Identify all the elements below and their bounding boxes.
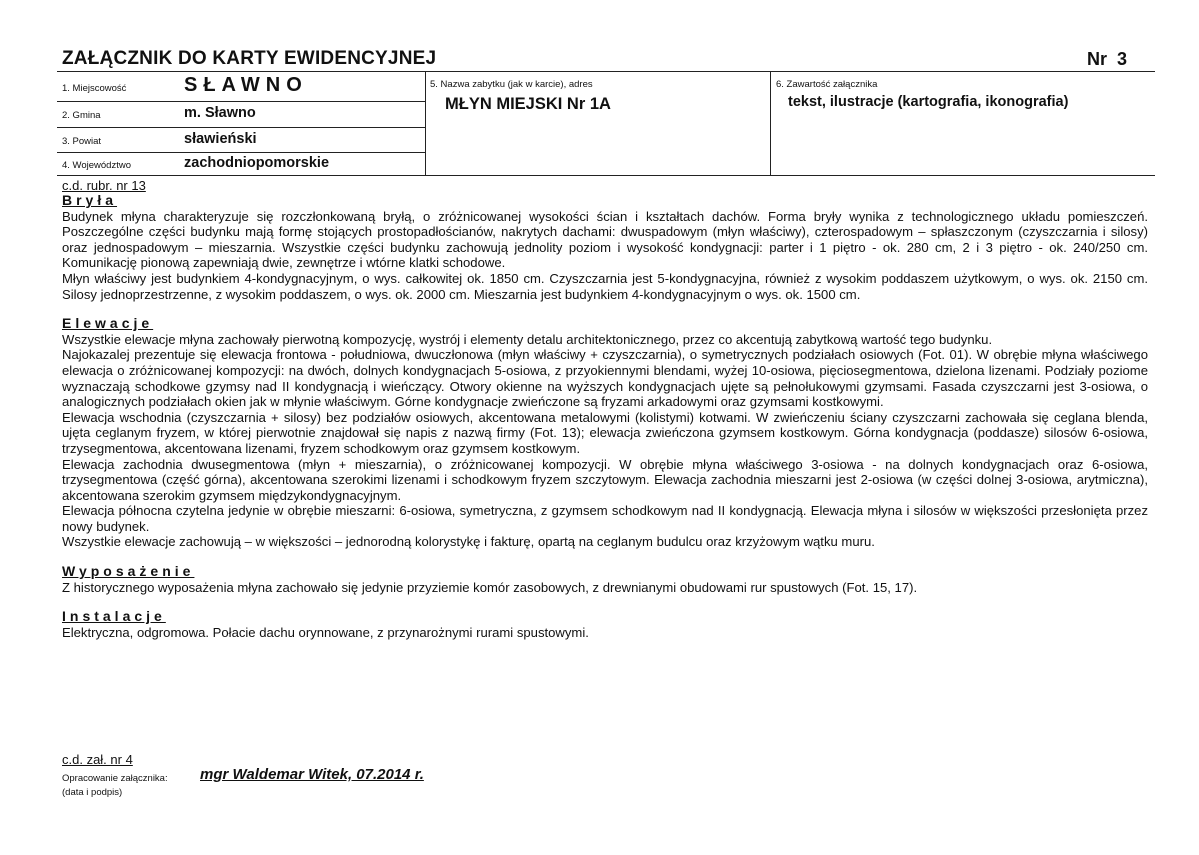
row-divider-1 bbox=[57, 101, 425, 102]
attachment-number: Nr 3 bbox=[1086, 49, 1127, 69]
wojewodztwo-label: 4. Województwo bbox=[62, 160, 131, 171]
row-divider-3 bbox=[57, 152, 425, 153]
header-top-line bbox=[57, 71, 1155, 72]
row-divider-2 bbox=[57, 127, 425, 128]
signature: mgr Waldemar Witek, 07.2014 r. bbox=[200, 766, 424, 783]
wojewodztwo-value: zachodniopomorskie bbox=[184, 155, 330, 171]
miejscowosc-value: SŁAWNO bbox=[184, 74, 308, 96]
section-spacer bbox=[62, 550, 1148, 564]
column-divider-2 bbox=[770, 71, 771, 175]
continuation-rubric: c.d. rubr. nr 13 bbox=[62, 178, 146, 193]
powiat-label: 3. Powiat bbox=[62, 136, 102, 147]
prepared-by-block bbox=[62, 772, 168, 800]
elewacje-paragraph: Elewacja wschodnia (czyszczarnia + silosy) bez podziałów osiowych, akcentowana metalowymi (kolistymi) kotwami. W zwieńczeniu ściany czyszczarni zachowała się ceglana blenda, ujęta ceglanym fryzem, w której pierwotnie znajdował się napis z nazwą firmy (Fot. 13); elewacja zwieńczona gzymsem kostkowym. Górna kondygnacja (poddasze) silosów 6-osiowa, trzysegmentowa, akcentowana lizenami, fryzem schodkowym oraz gzymsem kostkowym. bbox=[62, 409, 1148, 456]
column-divider-1 bbox=[425, 71, 426, 175]
section-heading-elewacje: Elewacje bbox=[62, 315, 154, 332]
section-spacer bbox=[62, 302, 1148, 316]
header-bottom-line bbox=[57, 175, 1155, 176]
section-spacer bbox=[62, 595, 1148, 609]
gmina-value: m. Sławno bbox=[184, 105, 256, 121]
main-content bbox=[62, 193, 1148, 640]
powiat-value: sławieński bbox=[184, 131, 257, 147]
elewacje-paragraph: Wszystkie elewacje zachowują – w większości – jednorodną kolorystykę i fakturę, opartą na ceglanym budulcu oraz krzyżowym wątku muru. bbox=[62, 534, 875, 550]
section-heading-wyposazenie: Wyposażenie bbox=[62, 563, 195, 580]
zawartosc-value: tekst, ilustracje (kartografia, ikonografia) bbox=[788, 94, 1069, 110]
instalacje-paragraph: Elektryczna, odgromowa. Połacie dachu orynnowane, z przynarożnymi rurami spustowymi. bbox=[62, 624, 589, 640]
elewacje-paragraph: Wszystkie elewacje młyna zachowały pierwotną kompozycję, wystrój i elementy detalu architektonicznego, przez co akcentują zabytkową wartość tego budynku. bbox=[62, 331, 993, 347]
section-heading-instalacje: Instalacje bbox=[62, 608, 166, 625]
bryla-paragraph: Budynek młyna charakteryzuje się rozczłonkowaną bryłą, o zróżnicowanej wysokości ścian i kształtach dachów. Forma bryły wynika z technologicznego układu pomieszczeń. Poszczególne części budynku mają formę stojących prostopadłościanów, nakrytych dachami: dwuspadowym (młyn właściwy), czterospadowym – spłaszczonym (czyszczarnia i silosy) oraz jednospadowym – mieszarnia. Wszystkie części budynku zachowują jednolity poziom i wysokość kondygnacji: parter i 1 piętro - ok. 280 cm, 2 i 3 piętro - ok. 240/250 cm. Komunikację pionową zapewniają dwie, zewnętrze i wtórne klatki schodowe. bbox=[62, 208, 1148, 271]
document-title: ZAŁĄCZNIK DO KARTY EWIDENCYJNEJ bbox=[62, 48, 437, 69]
elewacje-paragraph: Elewacja zachodnia dwusegmentowa (młyn + mieszarnia), o zróżnicowanej kompozycji. W obrębie młyna właściwego 3-osiowa - na dolnych kondygnacjach oraz 6-osiowa, trzysegmentowa (część górna), akcentowana szerokimi lizenami i schodkowym fryzem szczytowym. Elewacja zachodnia mieszarni jest 2-osiowa (w części dolnej 3-osiowa, arytmiczna), akcentowana szerokim gzymsem międzykondygnacyjnym. bbox=[62, 456, 1148, 503]
zawartosc-label: 6. Zawartość załącznika bbox=[776, 79, 878, 90]
elewacje-paragraph: Elewacja północna czytelna jedynie w obrębie mieszarni: 6-osiowa, symetryczna, z gzymsem schodkowym nad II kondygnacją. Elewacja młyna i silosów w większości przesłonięta przez nowy budynek. bbox=[62, 503, 1148, 534]
date-signature-label: (data i podpis) bbox=[62, 787, 123, 798]
nazwa-label: 5. Nazwa zabytku (jak w karcie), adres bbox=[430, 79, 593, 90]
bryla-paragraph: Młyn właściwy jest budynkiem 4-kondygnacyjnym, o wys. całkowitej ok. 1850 cm. Czyszczarnia jest 5-kondygnacyjna, również z wysokim poddaszem użytkowym, o wys. ok. 2150 cm. Silosy jednoprzestrzenne, z wysokim poddaszem, o wys. ok. 2000 cm. Mieszarnia jest budynkiem 4-kondygnacyjnym o wys. ok. 1500 cm. bbox=[62, 270, 1148, 302]
miejscowosc-label: 1. Miejscowość bbox=[62, 83, 127, 94]
gmina-label: 2. Gmina bbox=[62, 110, 101, 121]
elewacje-paragraph: Najokazalej prezentuje się elewacja frontowa - południowa, dwuczłonowa (młyn właściwy + czyszczarnia), o symetrycznych podziałach osiowych (Fot. 01). W obrębie młyna właściwego elewacja o zróżnicowanej kompozycji: na dwóch, dolnych kondygnacjach 5-osiowa, z przyokiennymi blendami, wyżej 10-osiowa, pięciosegmentowa, dzielona lizenami. Podziały poziome wyznaczają schodkowe gzymsy nad II kondygnacją i wieńczący. Otwory okienne na wyższych kondygnacjach ujęte są pełnołukowymi gzymsami. Fasada czyszczarni jest 3-osiowa, o analogicznych podziałach okien jak w młynie właściwym. Górne kondygnacje zwieńczone są fryzami arkadowymi oraz gzymsami kostkowymi. bbox=[62, 347, 1148, 410]
continuation-attachment: c.d. zał. nr 4 bbox=[62, 752, 133, 767]
prepared-by-label: Opracowanie załącznika: bbox=[62, 773, 168, 784]
wyposazenie-paragraph: Z historycznego wyposażenia młyna zachowało się jedynie przyziemie komór zasobowych, z drewnianymi obudowami rur spustowych (Fot. 15, 17). bbox=[62, 579, 918, 595]
section-heading-bryla: Bryła bbox=[62, 192, 118, 208]
nazwa-value: MŁYN MIEJSKI Nr 1A bbox=[445, 95, 611, 113]
